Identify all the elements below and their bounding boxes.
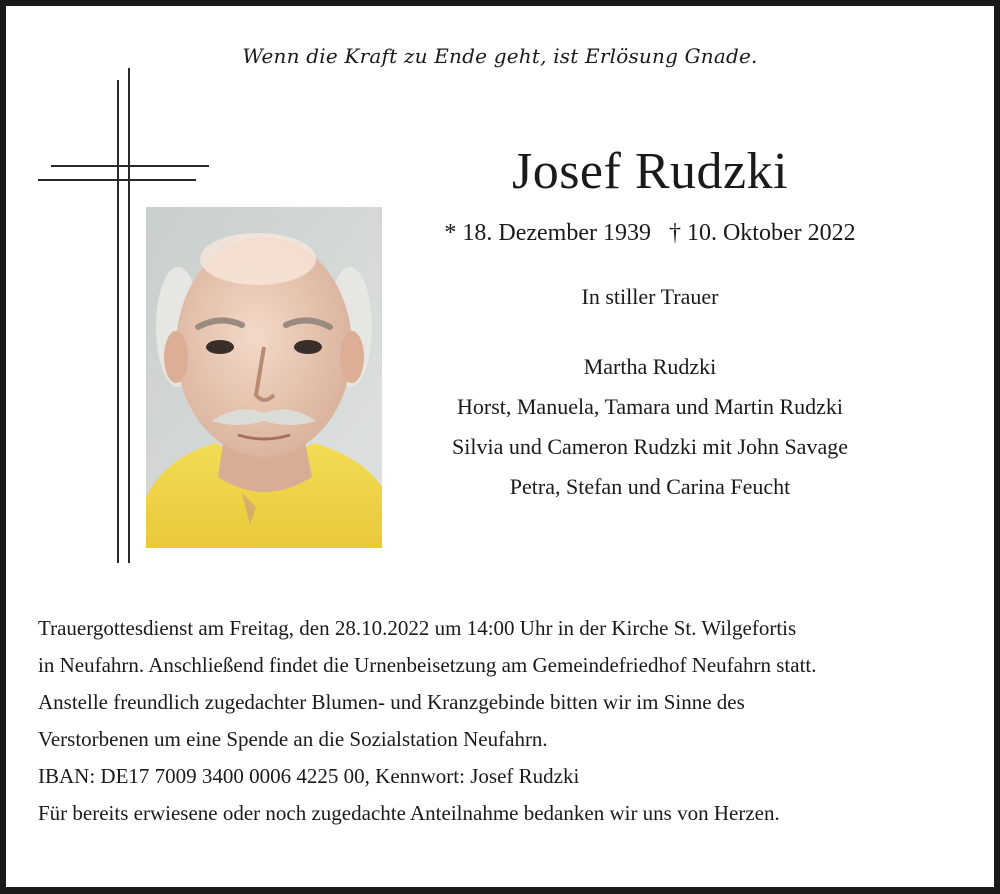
mourning-intro: In stiller Trauer <box>581 284 719 309</box>
death-symbol: † <box>668 220 681 246</box>
cross-horizontal-bar-lower <box>38 179 196 181</box>
notice-line: in Neufahrn. Anschließend findet die Urnenbeisetzung am Gemeindefriedhof Neufahrn statt. <box>38 653 817 677</box>
mourner-line: Horst, Manuela, Tamara und Martin Rudzki <box>456 394 844 419</box>
cross-vertical-bar-right <box>128 68 130 563</box>
death-date: 10. Oktober 2022 <box>686 220 856 246</box>
mourner-line: Petra, Stefan und Carina Feucht <box>509 474 791 499</box>
service-notice <box>38 614 968 836</box>
life-dates <box>400 220 900 247</box>
notice-line: Trauergottesdienst am Freitag, den 28.10.2022 um 14:00 Uhr in der Kirche St. Wilgefortis <box>38 616 797 640</box>
mourner-line: Silvia und Cameron Rudzki mit John Savage <box>452 434 848 459</box>
birth-symbol: * <box>444 220 457 246</box>
cross-vertical-bar-left <box>117 80 119 563</box>
notice-line-iban: IBAN: DE17 7009 3400 0006 4225 00, Kennwort: Josef Rudzki <box>38 764 580 788</box>
birth-date: 18. Dezember 1939 <box>462 220 651 246</box>
notice-line: Anstelle freundlich zugedachter Blumen- und Kranzgebinde bitten wir im Sinne des <box>38 690 745 714</box>
mourner-line: Martha Rudzki <box>583 354 717 379</box>
notice-line: Für bereits erwiesene oder noch zugedachte Anteilnahme bedanken wir uns von Herzen. <box>38 801 780 825</box>
mourners-list <box>400 350 900 510</box>
motto-quote: Wenn die Kraft zu Ende geht, ist Erlösung Gnade. <box>242 44 758 68</box>
portrait-photo <box>146 207 382 548</box>
deceased-name: Josef Rudzki <box>511 143 789 200</box>
portrait-illustration <box>146 207 382 548</box>
notice-line: Verstorbenen um eine Spende an die Sozialstation Neufahrn. <box>38 727 548 751</box>
cross-horizontal-bar-upper <box>51 165 209 167</box>
